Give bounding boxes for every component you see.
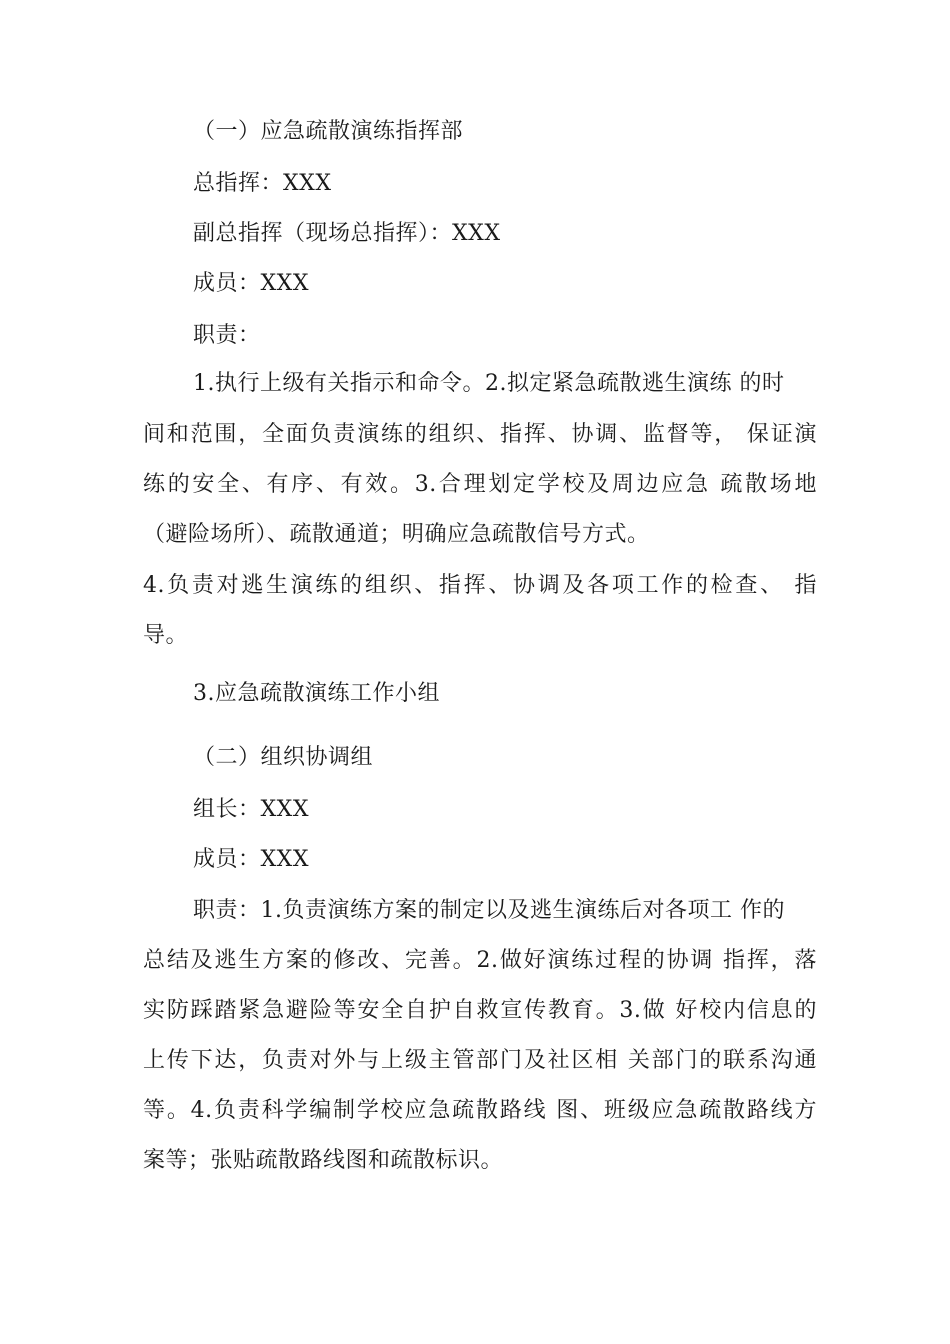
section1-heading: （一）应急疏散演练指挥部 (193, 119, 464, 144)
section2-duties-line: 案等；张贴疏散路线图和疏散标识。 (143, 1148, 504, 1173)
group-leader-line: 组长：XXX (193, 797, 309, 822)
section2-duties-line: 总结及逃生方案的修改、完善。2.做好演练过程的协调 指挥，落 (143, 948, 817, 973)
section1-duties-line: 间和范围，全面负责演练的组织、指挥、协调、监督等， 保证演 (143, 422, 817, 447)
deputy-commander-line: 副总指挥（现场总指挥）：XXX (193, 221, 501, 246)
section2-heading: （二）组织协调组 (193, 745, 374, 770)
section2-duties-line: 上传下达，负责对外与上级主管部门及社区相 关部门的联系沟通 (143, 1048, 817, 1073)
section1-duties-line: 导。 (143, 623, 189, 648)
commander-line: 总指挥：XXX (193, 171, 332, 196)
section2-members-line: 成员：XXX (193, 847, 309, 872)
section1-duties-line: （避险场所）、疏散通道；明确应急疏散信号方式。 (143, 522, 650, 547)
section-title: 3.应急疏散演练工作小组 (193, 681, 440, 706)
section2-duties-line: 实防踩踏紧急避险等安全自护自救宣传教育。3.做 好校内信息的 (143, 998, 817, 1023)
section1-duties-line: 4.负责对逃生演练的组织、指挥、协调及各项工作的检查、 指 (143, 573, 817, 598)
section2-duties-line: 职责：1.负责演练方案的制定以及逃生演练后对各项工 作的 (193, 898, 785, 923)
section1-members-line: 成员：XXX (193, 271, 309, 296)
section1-duties-line: 1.执行上级有关指示和命令。2.拟定紧急疏散逃生演练 的时 (193, 371, 785, 396)
section1-duties-line: 练的安全、有序、有效。3.合理划定学校及周边应急 疏散场地 (143, 472, 817, 497)
section1-duties-label: 职责： (193, 323, 261, 348)
section2-duties-line: 等。4.负责科学编制学校应急疏散路线 图、班级应急疏散路线方 (143, 1098, 817, 1123)
